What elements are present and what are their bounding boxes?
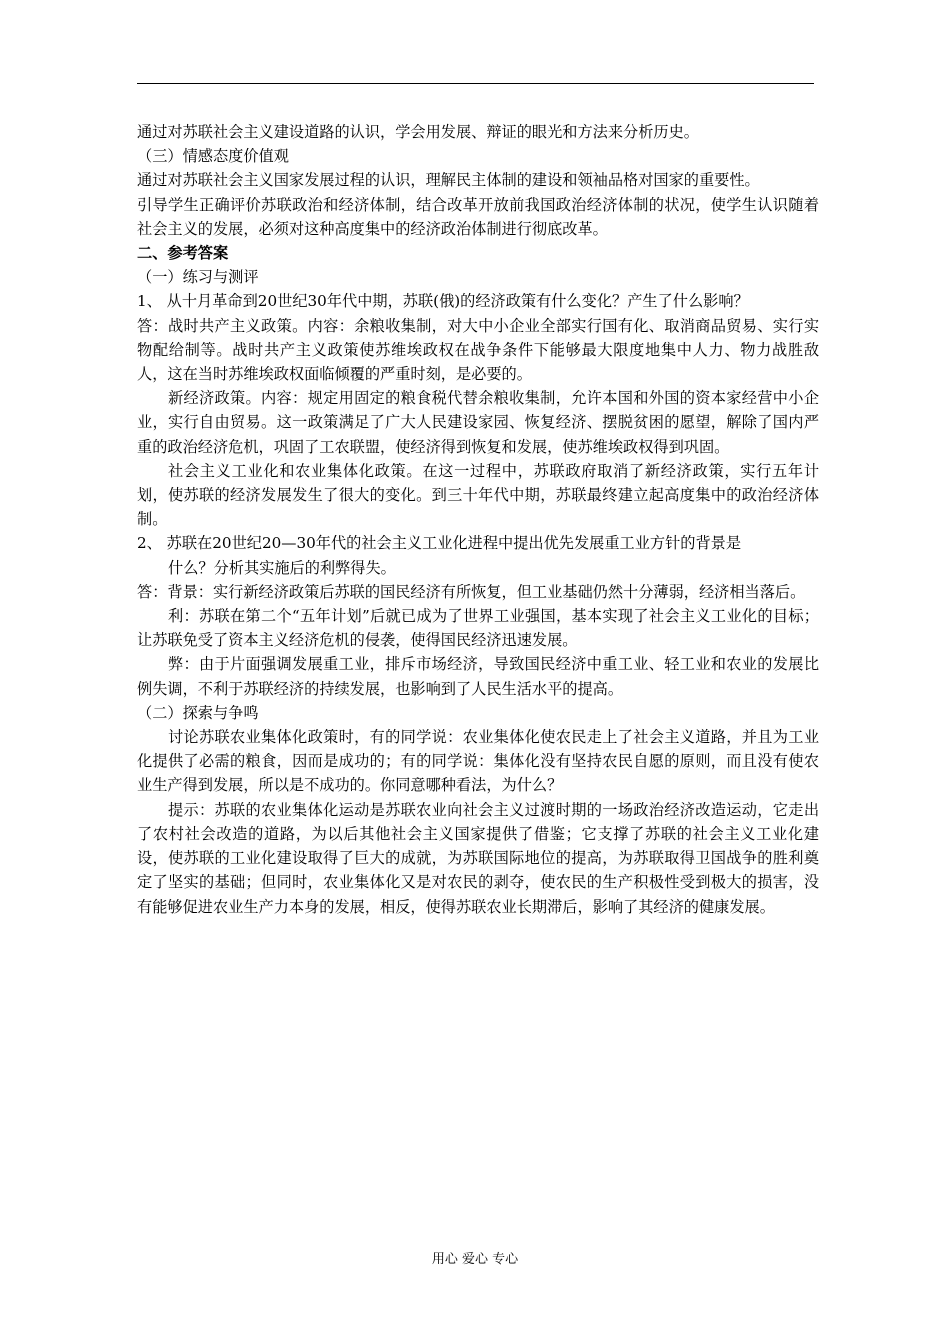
paragraph: 讨论苏联农业集体化政策时，有的同学说：农业集体化使农民走上了社会主义道路，并且为工业化提供了必需的粮食，因而是成功的；有的同学说：集体化没有坚持农民自愿的原则，而且没有使农业生产得到发展，所以是不成功的。你同意哪种看法，为什么？	[137, 728, 819, 795]
answer-paragraph: 答：战时共产主义政策。内容：余粮收集制，对大中小企业全部实行国有化、取消商品贸易、实行实物配给制等。战时共产主义政策使苏维埃政权在战争条件下能够最大限度地集中人力、物力战胜敌人，这在当时苏维埃政权面临倾覆的严重时刻，是必要的。	[137, 316, 819, 384]
question: 1、 从十月革命到20世纪30年代中期，苏联(俄)的经济政策有什么变化？产生了什么影响？	[137, 292, 749, 311]
paragraph: 通过对苏联社会主义建设道路的认识，学会用发展、辩证的眼光和方法来分析历史。	[137, 123, 699, 141]
paragraph: 通过对苏联社会主义国家发展过程的认识，理解民主体制的建设和领袖品格对国家的重要性。	[137, 171, 760, 190]
section-heading: （二）探索与争鸣	[137, 703, 259, 722]
page-footer: 用心 爱心 专心	[431, 1252, 519, 1267]
answer-paragraph: 答：背景：实行新经济政策后苏联的国民经济有所恢复，但工业基础仍然十分薄弱，经济相当落后。	[137, 582, 806, 601]
question: 2、 苏联在20世纪20—30年代的社会主义工业化进程中提出优先发展重工业方针的背景是	[137, 534, 742, 553]
answer-paragraph: 新经济政策。内容：规定用固定的粮食税代替余粮收集制，允许本国和外国的资本家经营中小企业，实行自由贸易。这一政策满足了广大人民建设家园、恢复经济、摆脱贫困的愿望，解除了国内严重的政治经济危机，巩固了工农联盟，使经济得到恢复和发展，使苏维埃政权得到巩固。	[137, 389, 819, 456]
answer-paragraph: 社会主义工业化和农业集体化政策。在这一过程中，苏联政府取消了新经济政策，实行五年计划，使苏联的经济发展发生了很大的变化。到三十年代中期，苏联最终建立起高度集中的政治经济体制。	[137, 461, 819, 529]
question-continuation: 什么？分析其实施后的利弊得失。	[168, 558, 396, 577]
paragraph: 引导学生正确评价苏联政治和经济体制，结合改革开放前我国政治经济体制的状况，使学生认识随着社会主义的发展，必须对这种高度集中的经济政治体制进行彻底改革。	[137, 195, 819, 238]
answer-paragraph: 利：苏联在第二个“五年计划”后就已成为了世界工业强国，基本实现了社会主义工业化的目标；让苏联免受了资本主义经济危机的侵袭，使得国民经济迅速发展。	[137, 607, 819, 650]
header-rule	[137, 83, 814, 84]
document-body	[137, 120, 819, 919]
section-heading: 二、参考答案	[137, 244, 229, 263]
section-heading: （三）情感态度价值观	[137, 147, 289, 166]
paragraph: 提示：苏联的农业集体化运动是苏联农业向社会主义过渡时期的一场政治经济改造运动，它走出了农村社会改造的道路，为以后其他社会主义国家提供了借鉴；它支撑了苏联的社会主义工业化建设，使苏联的工业化建设取得了巨大的成就，为苏联国际地位的提高，为苏联取得卫国战争的胜利奠定了坚实的基础；但同时，农业集体化又是对农民的剥夺，使农民的生产积极性受到极大的损害，没有能够促进农业生产力本身的发展，相反，使得苏联农业长期滞后，影响了其经济的健康发展。	[137, 800, 819, 916]
answer-paragraph: 弊：由于片面强调发展重工业，排斥市场经济，导致国民经济中重工业、轻工业和农业的发展比例失调，不利于苏联经济的持续发展，也影响到了人民生活水平的提高。	[137, 655, 819, 698]
section-heading: （一）练习与测评	[137, 268, 259, 287]
